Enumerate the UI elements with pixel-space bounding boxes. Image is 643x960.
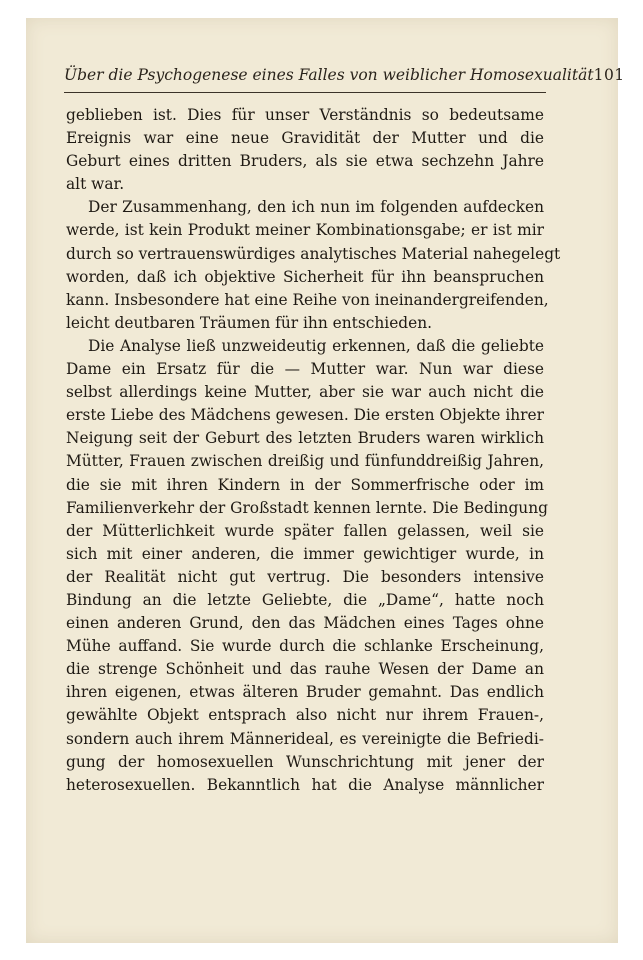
text-line: erste Liebe des Mädchens gewesen. Die ersten Objekte ihrer [66, 406, 544, 425]
running-header [64, 66, 625, 90]
text-line: sondern auch ihrem Männerideal, es vereinigte die Befriedi- [66, 729, 544, 748]
text-line: geblieben ist. Dies für unser Verständnis so bedeutsame [66, 106, 544, 124]
text-line: Dame ein Ersatz für die — Mutter war. Nun war diese [66, 360, 544, 379]
text-line: der Mütterlichkeit wurde später fallen gelassen, weil sie [66, 521, 544, 540]
text-line: Bindung an die letzte Geliebte, die „Dame“, hatte noch [66, 590, 544, 609]
running-title: Über die Psychogenese eines Falles von weiblicher Homosexualität [64, 66, 594, 84]
text-line: Mütter, Frauen zwischen dreißig und fünfunddreißig Jahren, [66, 452, 544, 471]
text-line: einen anderen Grund, den das Mädchen eines Tages ohne [66, 614, 544, 633]
page-number: 101 [593, 66, 625, 84]
header-rule [64, 92, 546, 93]
text-line: der Realität nicht gut vertrug. Die besonders intensive [66, 567, 544, 586]
text-line: Neigung seit der Geburt des letzten Bruders waren wirklich [66, 429, 544, 448]
text-line: werde, ist kein Produkt meiner Kombinationsgabe; er ist mir [66, 221, 544, 240]
text-line: Die Analyse ließ unzweideutig erkennen, daß die geliebte [88, 336, 544, 355]
text-line: sich mit einer anderen, die immer gewichtiger wurde, in [66, 544, 544, 563]
text-line: gung der homosexuellen Wunschrichtung mit jener der [66, 752, 544, 771]
text-line: gewählte Objekt entsprach also nicht nur ihrem Frauen-, [66, 706, 544, 725]
text-line: Der Zusammenhang, den ich nun im folgenden aufdecken [88, 198, 544, 217]
text-line: durch so vertrauenswürdiges analytisches Material nahegelegt [66, 244, 561, 263]
text-line: alt war. [66, 175, 125, 194]
text-line: worden, daß ich objektive Sicherheit für ihn beanspruchen [66, 267, 544, 286]
body-text [66, 104, 561, 797]
text-line: die sie mit ihren Kindern in der Sommerfrische oder im [66, 475, 544, 494]
text-line: leicht deutbaren Träumen für ihn entschieden. [66, 313, 433, 332]
text-line: ihren eigenen, etwas älteren Bruder gemahnt. Das endlich [66, 683, 544, 702]
text-line: Mühe auffand. Sie wurde durch die schlanke Erscheinung, [66, 637, 544, 656]
text-line: Ereignis war eine neue Gravidität der Mutter und die [66, 129, 544, 148]
text-line: Geburt eines dritten Bruders, als sie etwa sechzehn Jahre [66, 152, 544, 171]
text-line: heterosexuellen. Bekanntlich hat die Analyse männlicher [66, 775, 544, 794]
text-line: selbst allerdings keine Mutter, aber sie war auch nicht die [66, 383, 544, 402]
text-line: die strenge Schönheit und das rauhe Wesen der Dame an [66, 660, 544, 679]
text-line: kann. Insbesondere hat eine Reihe von ineinandergreifenden, [66, 290, 549, 309]
text-line: Familienverkehr der Großstadt kennen lernte. Die Bedingung [66, 498, 548, 517]
